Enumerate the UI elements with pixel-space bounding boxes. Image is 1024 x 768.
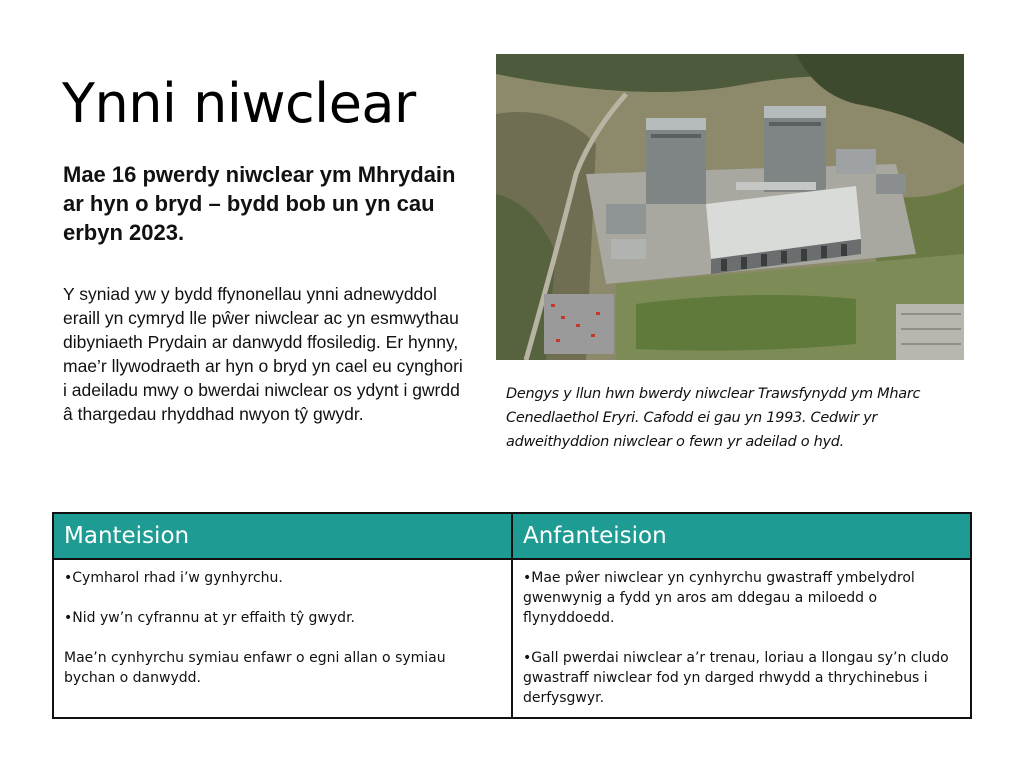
advantages-cell	[53, 559, 512, 718]
photo-caption: Dengys y llun hwn bwerdy niwclear Trawsfynydd ym Mharc Cenedlaethol Eryri. Cafodd ei gau yn 1993. Cedwir yr adweithyddion niwclear o fewn yr adeilad o hyd.	[506, 386, 921, 450]
disadvantage-item: •Mae pŵer niwclear yn cynhyrchu gwastraff ymbelydrol gwenwynig a fydd yn aros am ddegau a miloedd o flynyddoedd.	[523, 570, 915, 626]
header-disadvantages: Anfanteision	[512, 513, 971, 559]
power-station-photo	[496, 54, 964, 360]
advantage-item: •Cymharol rhad i’w gynhyrchu.	[64, 570, 283, 586]
disadvantage-item: •Gall pwerdai niwclear a’r trenau, loriau a llongau sy’n cludo gwastraff niwclear fod yn darged rhwydd a thrychinebus i derfysgwyr.	[523, 650, 949, 706]
body-paragraph: Y syniad yw y bydd ffynonellau ynni adnewyddol eraill yn cymryd lle pŵer niwclear ac yn esmwythau dibyniaeth Prydain ar danwydd ffosiledig. Er hynny, mae’r llywodraeth ar hyn o bryd yn cael eu cynghori i adeiladu mwy o bwerdai niwclear os ydynt i gwrdd â thargedau rhyddhad nwyon tŷ gwydr.	[63, 284, 463, 424]
lead-paragraph: Mae 16 pwerdy niwclear ym Mhrydain ar hyn o bryd – bydd bob un yn cau erbyn 2023.	[63, 162, 456, 245]
table-header-row	[53, 513, 971, 559]
slide-title: Ynni niwclear	[62, 72, 416, 135]
disadvantages-cell	[512, 559, 971, 718]
advantage-item: •Nid yw’n cyfrannu at yr effaith tŷ gwydr.	[64, 610, 355, 626]
advantage-item: Mae’n cynhyrchu symiau enfawr o egni allan o symiau bychan o danwydd.	[64, 650, 446, 686]
advantages-disadvantages-table	[52, 512, 972, 719]
table-row	[53, 559, 971, 718]
header-advantages: Manteision	[53, 513, 512, 559]
